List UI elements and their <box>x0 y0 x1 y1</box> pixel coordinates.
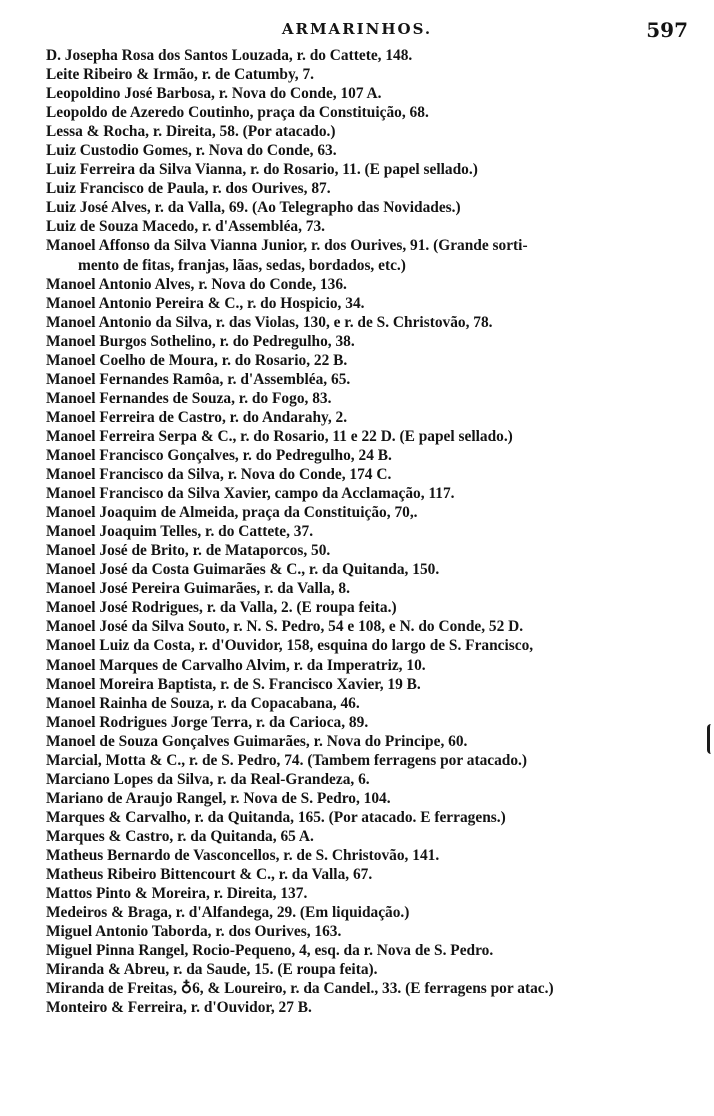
directory-entry: Manoel José Rodrigues, r. da Valla, 2. (E roupa feita.) <box>46 599 397 617</box>
directory-entry: Marques & Castro, r. da Quitanda, 65 A. <box>46 827 314 845</box>
directory-entry: Manoel Coelho de Moura, r. do Rosario, 22 B. <box>46 351 348 369</box>
directory-entry: Manoel Joaquim Telles, r. do Cattete, 37. <box>46 523 314 541</box>
directory-entry: Marcial, Motta & C., r. de S. Pedro, 74. (Tambem ferragens por atacado.) <box>46 751 528 769</box>
directory-entry: Manoel José da Silva Souto, r. N. S. Pedro, 54 e 108, e N. do Conde, 52 D. <box>46 618 524 636</box>
directory-entry: Leite Ribeiro & Irmão, r. de Catumby, 7. <box>46 66 315 84</box>
directory-entry: Matheus Bernardo de Vasconcellos, r. de S. Christovão, 141. <box>46 846 440 864</box>
directory-entry: Manoel Francisco da Silva, r. Nova do Conde, 174 C. <box>46 466 392 484</box>
directory-entry: Mattos Pinto & Moreira, r. Direita, 137. <box>46 885 308 903</box>
page-header <box>0 18 714 44</box>
directory-entry: Manoel Rodrigues Jorge Terra, r. da Carioca, 89. <box>46 713 369 731</box>
directory-entry: Manoel Antonio Alves, r. Nova do Conde, 136. <box>46 275 347 293</box>
directory-entry: Manoel José da Costa Guimarães & C., r. da Quitanda, 150. <box>46 561 440 579</box>
directory-entry: Manoel Affonso da Silva Vianna Junior, r. dos Ourives, 91. (Grande sorti- <box>46 237 528 255</box>
directory-entry: Leopoldo de Azeredo Coutinho, praça da Constituição, 68. <box>46 104 429 122</box>
directory-entry: Luiz José Alves, r. da Valla, 69. (Ao Telegrapho das Novidades.) <box>46 199 461 217</box>
directory-entry: Manoel Ferreira de Castro, r. do Andarahy, 2. <box>46 408 348 426</box>
directory-entry: Manoel Luiz da Costa, r. d'Ouvidor, 158, esquina do largo de S. Francisco, <box>46 637 534 655</box>
directory-entry: Luiz Francisco de Paula, r. dos Ourives, 87. <box>46 180 331 198</box>
directory-entry: Luiz Custodio Gomes, r. Nova do Conde, 63. <box>46 142 337 160</box>
directory-entry: Miguel Antonio Taborda, r. dos Ourives, 163. <box>46 923 342 941</box>
directory-entry: Manoel José de Brito, r. de Mataporcos, 50. <box>46 542 331 560</box>
directory-entry: mento de fitas, franjas, lãas, sedas, bordados, etc.) <box>78 256 406 274</box>
margin-bracket-mark <box>707 724 714 754</box>
directory-entry: Luiz de Souza Macedo, r. d'Assembléa, 73. <box>46 218 326 236</box>
directory-entry: Manoel José Pereira Guimarães, r. da Valla, 8. <box>46 580 350 598</box>
directory-entry: Manoel Francisco Gonçalves, r. do Pedregulho, 24 B. <box>46 446 392 464</box>
directory-entry: Manoel Rainha de Souza, r. da Copacabana, 46. <box>46 694 360 712</box>
directory-entry: Manoel Ferreira Serpa & C., r. do Rosario, 11 e 22 D. (E papel sellado.) <box>46 427 513 445</box>
directory-entry: Miguel Pinna Rangel, Rocio-Pequeno, 4, esq. da r. Nova de S. Pedro. <box>46 942 494 960</box>
directory-entry: Luiz Ferreira da Silva Vianna, r. do Rosario, 11. (E papel sellado.) <box>46 161 478 179</box>
directory-entry: Marques & Carvalho, r. da Quitanda, 165. (Por atacado. E ferragens.) <box>46 808 506 826</box>
directory-entry: Miranda & Abreu, r. da Saude, 15. (E roupa feita). <box>46 961 378 979</box>
directory-entry: Mariano de Araujo Rangel, r. Nova de S. Pedro, 104. <box>46 789 391 807</box>
directory-entry: Medeiros & Braga, r. d'Alfandega, 29. (Em liquidação.) <box>46 904 410 922</box>
directory-entry: Manoel Francisco da Silva Xavier, campo da Acclamação, 117. <box>46 485 455 503</box>
directory-entry: Manoel de Souza Gonçalves Guimarães, r. Nova do Principe, 60. <box>46 732 468 750</box>
directory-entry: Leopoldino José Barbosa, r. Nova do Conde, 107 A. <box>46 85 382 103</box>
directory-entry: Lessa & Rocha, r. Direita, 58. (Por atacado.) <box>46 123 336 141</box>
directory-entry: Manoel Antonio Pereira & C., r. do Hospicio, 34. <box>46 294 365 312</box>
directory-list <box>46 46 692 1017</box>
page-number: 597 <box>646 18 688 42</box>
directory-entry: Manoel Moreira Baptista, r. de S. Francisco Xavier, 19 B. <box>46 675 421 693</box>
directory-entry: Manoel Fernandes Ramôa, r. d'Assembléa, 65. <box>46 370 351 388</box>
directory-entry: Miranda de Freitas, ♁6, & Loureiro, r. da Candel., 33. (E ferragens por atac.) <box>46 980 554 998</box>
directory-entry: Manoel Burgos Sothelino, r. do Pedregulho, 38. <box>46 332 355 350</box>
directory-entry: D. Josepha Rosa dos Santos Louzada, r. do Cattete, 148. <box>46 47 413 64</box>
directory-entry: Manoel Marques de Carvalho Alvim, r. da Imperatriz, 10. <box>46 656 426 674</box>
directory-entry: Matheus Ribeiro Bittencourt & C., r. da Valla, 67. <box>46 866 373 884</box>
section-title: ARMARINHOS. <box>281 20 433 38</box>
directory-entry: Marciano Lopes da Silva, r. da Real-Grandeza, 6. <box>46 770 370 788</box>
directory-entry: Manoel Joaquim de Almeida, praça da Constituição, 70,. <box>46 504 418 522</box>
directory-entry: Monteiro & Ferreira, r. d'Ouvidor, 27 B. <box>46 999 312 1017</box>
directory-entry: Manoel Fernandes de Souza, r. do Fogo, 83. <box>46 389 332 407</box>
directory-entry: Manoel Antonio da Silva, r. das Violas, 130, e r. de S. Christovão, 78. <box>46 313 493 331</box>
